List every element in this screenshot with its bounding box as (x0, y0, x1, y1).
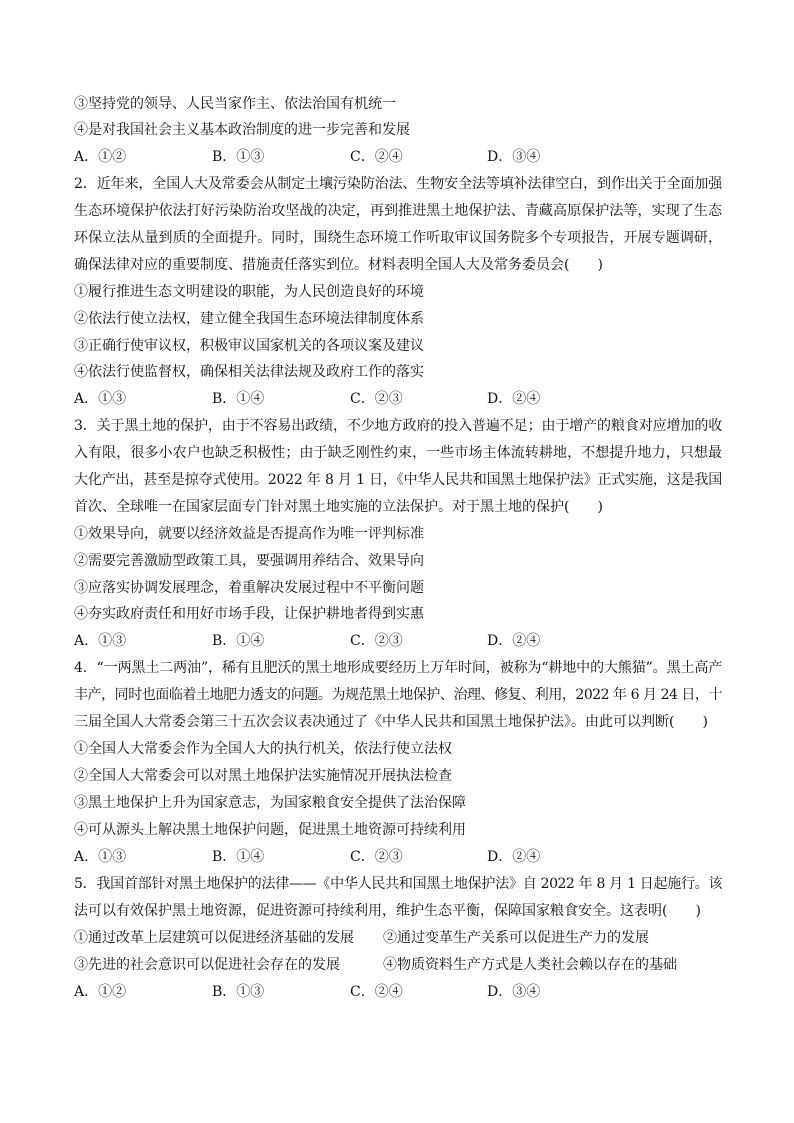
q4-option-3: ③黑土地保护上升为国家意志，为国家粮食安全提供了法治保障 (74, 795, 466, 811)
q3-answer-choices (74, 631, 734, 651)
q4-answer-choices (74, 847, 734, 867)
q2-stem-line: 确保法律对应的重要制度、措施责任落实到位。材料表明全国人大及常务委员会( ) (74, 257, 603, 273)
q5-option-2: ②通过变革生产关系可以促进生产力的发展 (383, 930, 649, 946)
q3-stem-line: 首次、全球唯一在国家层面专门针对黑土地实施的立法保护。对于黑土地的保护( ) (74, 499, 603, 515)
q4-stem-line: 丰产，同时也面临着土地肥力透支的问题。为规范黑土地保护、治理、修复、利用，2022 年 6 月 24 日，十 (74, 687, 722, 703)
answer-choice-a[interactable]: A．①③ (74, 391, 127, 407)
q1-option-3: ③坚持党的领导、人民当家作主、依法治国有机统一 (74, 96, 396, 112)
answer-choice-c[interactable]: C．②③ (350, 391, 403, 407)
answer-choice-c[interactable]: C．②④ (350, 149, 403, 165)
answer-choice-b[interactable]: B．①③ (212, 149, 265, 165)
answer-choice-c[interactable]: C．②③ (350, 849, 403, 865)
q5-statements-row (74, 955, 734, 975)
q3-option-4: ④夯实政府责任和用好市场手段，让保护耕地者得到实惠 (74, 606, 424, 622)
q1-option-4: ④是对我国社会主义基本政治制度的进一步完善和发展 (74, 122, 410, 138)
q2-option-3: ③正确行使审议权，积极审议国家机关的各项议案及建议 (74, 338, 424, 354)
answer-choice-d[interactable]: D．②④ (487, 391, 541, 407)
answer-choice-d[interactable]: D．③④ (487, 984, 541, 1000)
q4-option-1: ①全国人大常委会作为全国人大的执行机关，依法行使立法权 (74, 741, 452, 757)
q2-stem-line: 环保立法从量到质的全面提升。同时，围绕生态环境工作听取审议国务院多个专项报告，开展专题调研， (74, 230, 722, 246)
q4-stem-line: 三届全国人大常委会第三十五次会议表决通过了《中华人民共和国黑土地保护法》。由此可以判断( ) (74, 714, 708, 730)
q4-option-2: ②全国人大常委会可以对黑土地保护法实施情况开展执法检查 (74, 768, 452, 784)
answer-choice-d[interactable]: D．②④ (487, 849, 541, 865)
q2-stem-line: 2．近年来，全国人大及常委会从制定土壤污染防治法、生物安全法等填补法律空白，到作出关于全面加强 (74, 176, 722, 192)
q5-statements-row (74, 928, 734, 948)
q3-option-1: ①效果导向，就要以经济效益是否提高作为唯一评判标准 (74, 526, 424, 542)
q4-option-4: ④可从源头上解决黑土地保护问题，促进黑土地资源可持续利用 (74, 822, 466, 838)
answer-choice-a[interactable]: A．①② (74, 149, 127, 165)
answer-choice-a[interactable]: A．①③ (74, 633, 127, 649)
q5-stem-line: 5．我国首部针对黑土地保护的法律——《中华人民共和国黑土地保护法》自 2022 年 8 月 1 日起施行。该 (74, 876, 722, 892)
q3-stem-line: 入有限，很多小农户也缺乏积极性；由于缺乏刚性约束，一些市场主体流转耕地，不想提升地力，只想最 (74, 445, 722, 461)
answer-choice-c[interactable]: C．②③ (350, 633, 403, 649)
q2-answer-choices (74, 389, 734, 409)
q3-option-3: ③应落实协调发展理念，着重解决发展过程中不平衡问题 (74, 580, 424, 596)
answer-choice-a[interactable]: A．①③ (74, 849, 127, 865)
q1-answer-choices (74, 147, 734, 167)
q5-option-3: ③先进的社会意识可以促进社会存在的发展 (74, 957, 340, 973)
answer-choice-b[interactable]: B．①④ (212, 633, 265, 649)
q3-stem-line: 大化产出，甚至是掠夺式使用。2022 年 8 月 1 日，《中华人民共和国黑土地保护法》正式实施，这是我国 (74, 472, 722, 488)
q3-stem-line: 3．关于黑土地的保护，由于不容易出政绩，不少地方政府的投入普遍不足；由于增产的粮食对应增加的收 (74, 418, 722, 434)
answer-choice-b[interactable]: B．①③ (212, 984, 265, 1000)
answer-choice-d[interactable]: D．③④ (487, 149, 541, 165)
q2-option-1: ①履行推进生态文明建设的职能，为人民创造良好的环境 (74, 284, 424, 300)
q5-stem-line: 法可以有效保护黑土地资源，促进资源可持续利用，维护生态平衡，保障国家粮食安全。这表明( ) (74, 903, 701, 919)
q5-answer-choices (74, 982, 734, 1002)
answer-choice-a[interactable]: A．①② (74, 984, 127, 1000)
q5-option-4: ④物质资料生产方式是人类社会赖以存在的基础 (383, 957, 677, 973)
answer-choice-d[interactable]: D．②④ (487, 633, 541, 649)
answer-choice-c[interactable]: C．②④ (350, 984, 403, 1000)
q3-option-2: ②需要完善激励型政策工具，要强调用养结合、效果导向 (74, 553, 424, 569)
q2-stem-line: 生态环境保护依法打好污染防治攻坚战的决定，再到推进黑土地保护法、青藏高原保护法等，实现了生态 (74, 203, 722, 219)
q4-stem-line: 4．“一两黑土二两油”，稀有且肥沃的黑土地形成要经历上万年时间，被称为“耕地中的大熊猫”。黑土高产 (74, 660, 722, 676)
q2-option-4: ④依法行使监督权，确保相关法律法规及政府工作的落实 (74, 364, 424, 380)
q5-option-1: ①通过改革上层建筑可以促进经济基础的发展 (74, 930, 354, 946)
answer-choice-b[interactable]: B．①④ (212, 391, 265, 407)
q2-option-2: ②依法行使立法权，建立健全我国生态环境法律制度体系 (74, 311, 424, 327)
answer-choice-b[interactable]: B．①④ (212, 849, 265, 865)
